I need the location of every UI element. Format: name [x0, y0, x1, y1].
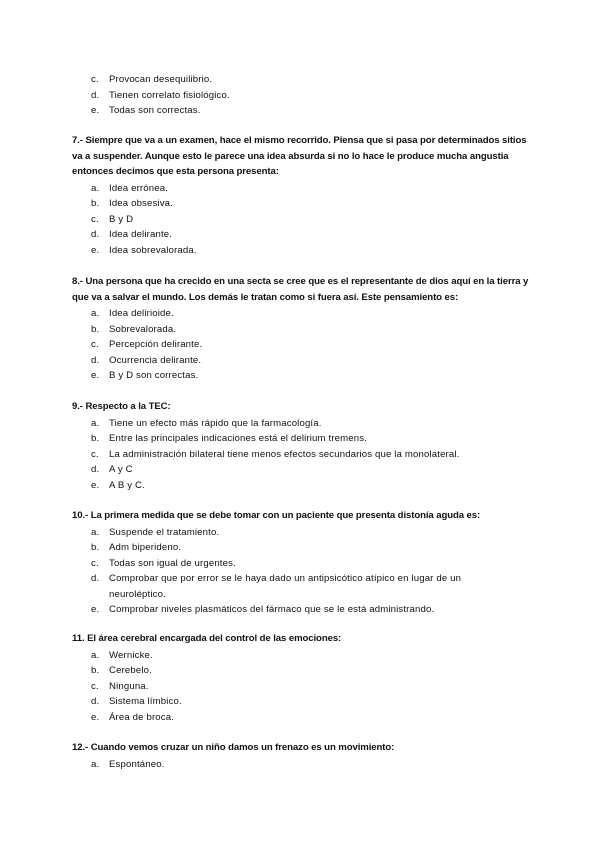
- option-text: Idea obsesiva.: [109, 198, 173, 210]
- option-text: B y D son correctas.: [109, 370, 199, 382]
- option-letter: a.: [91, 526, 100, 538]
- option-text: Idea delirioide.: [109, 308, 174, 319]
- option-text: Ninguna.: [109, 680, 149, 692]
- question-stem: 10.- La primera medida que se debe tomar con un paciente que presenta distonía aguda es:: [72, 510, 481, 521]
- option-letter: b.: [91, 433, 100, 445]
- option-item: [72, 306, 532, 322]
- option-letter: c.: [91, 74, 99, 85]
- option-letter: a.: [91, 308, 100, 319]
- option-text: Adm biperideno.: [109, 542, 182, 554]
- option-letter: d.: [91, 464, 100, 476]
- question-stem: 11. El área cerebral encargada del control de las emociones:: [72, 633, 342, 644]
- option-text: Suspende el tratamiento.: [109, 526, 220, 538]
- question-8: [72, 274, 532, 384]
- question-7: [72, 133, 532, 258]
- option-letter: b.: [91, 323, 100, 335]
- option-item: [72, 447, 532, 463]
- option-letter: a.: [91, 649, 100, 661]
- option-item: [72, 694, 532, 710]
- option-letter: a.: [91, 417, 100, 429]
- option-text: Percepción delirante.: [109, 339, 203, 351]
- option-item: [72, 540, 532, 556]
- option-letter: c.: [91, 339, 99, 351]
- option-text: Tienen correlato fisiológico.: [109, 89, 230, 101]
- option-item: [72, 72, 532, 88]
- question-stem: 12.- Cuando vemos cruzar un niño damos un frenazo es un movimiento:: [72, 742, 395, 753]
- option-item: [72, 196, 532, 212]
- option-text: A B y C.: [109, 479, 145, 491]
- option-text: Idea sobrevalorada.: [109, 244, 197, 256]
- option-text: A y C: [109, 464, 133, 476]
- option-text: Cerebelo.: [109, 665, 152, 677]
- option-item: [72, 571, 532, 602]
- option-letter: c.: [91, 680, 99, 692]
- option-item: [72, 227, 532, 243]
- option-letter: a.: [91, 182, 100, 194]
- option-item: [72, 103, 532, 119]
- option-item: [72, 525, 532, 541]
- option-text: Comprobar que por error se le haya dado un antipsicótico atípico en lugar de un neuroléptico.: [109, 573, 462, 600]
- option-letter: d.: [91, 573, 100, 585]
- question-10: [72, 508, 532, 618]
- question-11: [72, 631, 532, 725]
- option-text: Todas son correctas.: [109, 105, 201, 117]
- option-text: Sistema límbico.: [109, 696, 182, 708]
- option-text: Todas son igual de urgentes.: [109, 557, 236, 569]
- option-letter: d.: [91, 354, 100, 366]
- option-letter: d.: [91, 89, 100, 101]
- option-item: [72, 757, 532, 773]
- option-letter: b.: [91, 542, 100, 554]
- option-text: Idea delirante.: [109, 229, 173, 241]
- option-text: Entre las principales indicaciones está el delirium tremens.: [109, 433, 368, 445]
- option-text: Sobrevalorada.: [109, 323, 177, 335]
- option-letter: b.: [91, 665, 100, 677]
- question-9: [72, 399, 532, 493]
- option-text: La administración bilateral tiene menos efectos secundarios que la monolateral.: [109, 448, 460, 460]
- option-letter: c.: [91, 213, 99, 225]
- question-stem: 8.- Una persona que ha crecido en una secta se cree que es el representante de dios aquí en la tierra y que va a salvar el mundo. Los demás le tratan como si fuera así. Este pensamiento es:: [72, 276, 529, 303]
- option-item: [72, 710, 532, 726]
- option-text: Idea errónea.: [109, 182, 169, 194]
- question-stem: 9.- Respecto a la TEC:: [72, 401, 171, 412]
- option-item: [72, 431, 532, 447]
- option-letter: e.: [91, 604, 100, 616]
- option-item: [72, 212, 532, 228]
- option-item: [72, 663, 532, 679]
- option-letter: d.: [91, 696, 100, 708]
- option-item: [72, 368, 532, 384]
- option-letter: e.: [91, 244, 100, 256]
- option-text: Área de broca.: [109, 711, 175, 723]
- option-item: [72, 243, 532, 259]
- option-letter: e.: [91, 479, 100, 491]
- question-stem: 7.- Siempre que va a un examen, hace el mismo recorrido. Piensa que si pasa por determinados sitios va a suspender. Aunque esto le parece una idea absurda si no lo hace le produce mucha angustia entonces decimos que esta persona presenta:: [72, 135, 527, 177]
- option-text: Espontáneo.: [109, 758, 165, 770]
- option-letter: e.: [91, 711, 100, 723]
- option-letter: b.: [91, 198, 100, 210]
- option-item: [72, 462, 532, 478]
- option-item: [72, 353, 532, 369]
- option-item: [72, 322, 532, 338]
- option-letter: e.: [91, 370, 100, 382]
- question-12: [72, 740, 532, 772]
- option-letter: e.: [91, 105, 100, 117]
- option-item: [72, 416, 532, 432]
- option-text: Tiene un efecto más rápido que la farmacología.: [109, 417, 322, 429]
- option-item: [72, 181, 532, 197]
- option-text: B y D: [109, 213, 134, 225]
- option-text: Ocurrencia delirante.: [109, 354, 202, 366]
- option-item: [72, 478, 532, 494]
- question-6-tail: [72, 72, 532, 119]
- option-text: Wernicke.: [109, 649, 153, 661]
- option-text: Provocan desequilibrio.: [109, 74, 213, 85]
- option-item: [72, 602, 532, 618]
- option-item: [72, 337, 532, 353]
- option-text: Comprobar niveles plasmáticos del fármaco que se le está administrando.: [109, 604, 435, 616]
- option-letter: c.: [91, 448, 99, 460]
- option-letter: a.: [91, 758, 100, 770]
- option-item: [72, 556, 532, 572]
- option-item: [72, 88, 532, 104]
- option-item: [72, 648, 532, 664]
- option-letter: c.: [91, 557, 99, 569]
- option-item: [72, 679, 532, 695]
- option-letter: d.: [91, 229, 100, 241]
